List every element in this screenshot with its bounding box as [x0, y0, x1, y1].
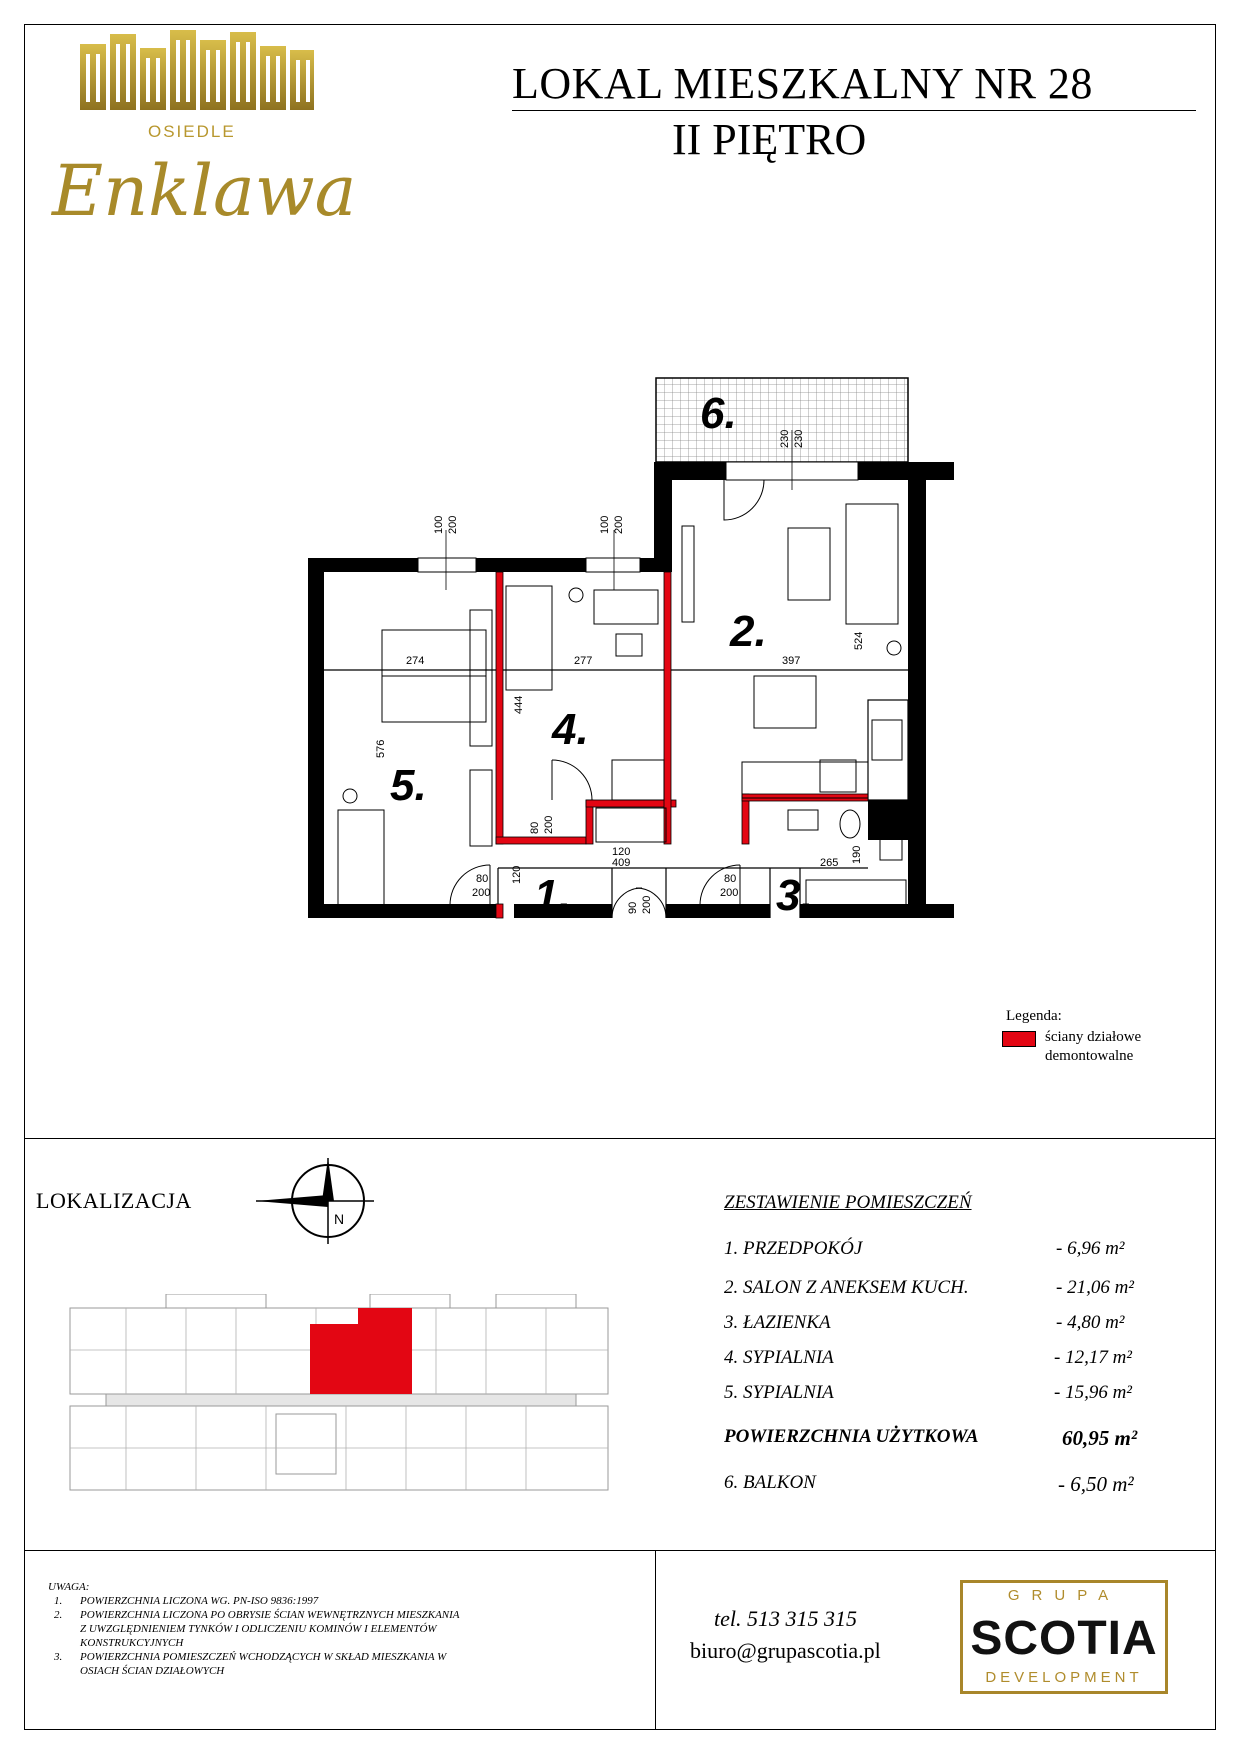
note-line: OSIACH ŚCIAN DZIAŁOWYCH	[80, 1665, 225, 1677]
door-dimension: 80	[724, 873, 737, 885]
table-row	[724, 1347, 1164, 1369]
note-item	[48, 1650, 548, 1678]
door-dimension: 90	[627, 901, 639, 914]
apartment-highlight	[310, 1308, 412, 1394]
balcony	[656, 378, 908, 462]
room-name: 3. ŁAZIENKA	[724, 1312, 831, 1333]
dimension-label: 120	[612, 846, 631, 858]
room-area: - 21,06 m²	[1056, 1277, 1134, 1298]
note-line: KONSTRUKCYJNYCH	[80, 1637, 184, 1649]
note-item	[48, 1608, 548, 1650]
notes-heading: UWAGA:	[48, 1581, 90, 1593]
window-dimension: 100	[433, 515, 445, 534]
section-divider	[24, 1138, 1216, 1139]
logo-bottom-text: DEVELOPMENT	[985, 1669, 1143, 1686]
footer-divider	[655, 1550, 656, 1730]
room-name: 5. SYPIALNIA	[724, 1382, 834, 1403]
notes	[48, 1580, 548, 1678]
room-name: 1. PRZEDPOKÓJ	[724, 1238, 863, 1259]
window-dimension: 100	[599, 515, 611, 534]
room-area: - 12,17 m²	[1054, 1347, 1132, 1368]
dimension-label: 576	[375, 739, 387, 758]
dimension-label: 409	[612, 857, 631, 869]
room-name: 2. SALON Z ANEKSEM KUCH.	[724, 1277, 969, 1298]
balcony-name: 6. BALKON	[724, 1472, 816, 1493]
table-row	[724, 1382, 1164, 1404]
compass-letter: N	[334, 1211, 345, 1227]
dimension-label: 277	[574, 655, 593, 667]
balcony-row	[724, 1472, 1164, 1494]
room-number-3: 3.	[776, 871, 813, 920]
total-value: 60,95 m²	[1062, 1426, 1138, 1450]
table-row	[724, 1238, 1164, 1260]
compass-icon	[250, 1156, 380, 1246]
room-area: - 6,96 m²	[1056, 1238, 1125, 1259]
window-dimension: 230	[779, 429, 791, 448]
room-number-1: 1.	[534, 871, 571, 920]
legend-label	[1045, 1028, 1185, 1066]
door-dimension: 200	[543, 815, 555, 834]
floor-subtitle: II PIĘTRO	[672, 115, 867, 164]
door-dimension: 200	[641, 895, 653, 914]
window-dimension: 200	[447, 515, 459, 534]
legend-label-line: demontowalne	[1045, 1048, 1134, 1064]
note-line: POWIERZCHNIA LICZONA WG. PN-ISO 9836:1997	[80, 1595, 319, 1607]
dimension-label: 274	[406, 655, 425, 667]
room-number-5: 5.	[390, 761, 427, 810]
total-row	[724, 1426, 1164, 1448]
note-number: 2.	[54, 1609, 63, 1621]
note-line: POWIERZCHNIA LICZONA PO OBRYSIE ŚCIAN WEWNĘTRZNYCH MIESZKANIA	[80, 1609, 460, 1621]
dimension-label: 190	[851, 845, 863, 864]
buildings-logo-graphic	[50, 30, 340, 130]
door-dimension: 200	[472, 887, 491, 899]
floor-plan	[300, 370, 960, 950]
dimension-label: 265	[820, 857, 839, 869]
door-dimension: 80	[476, 873, 489, 885]
contact-email[interactable]: biuro@grupascotia.pl	[690, 1638, 881, 1663]
room-name: 4. SYPIALNIA	[724, 1347, 834, 1368]
dimension-label: 444	[513, 695, 525, 714]
door-dimension: 80	[529, 821, 541, 834]
door-dimension: 200	[720, 887, 739, 899]
rooms-table-title: ZESTAWIENIE POMIESZCZEŃ	[724, 1192, 972, 1213]
dimension-label: 120	[511, 865, 523, 884]
location-label: LOKALIZACJA	[36, 1188, 192, 1213]
balcony-area: - 6,50 m²	[1058, 1472, 1134, 1496]
legend-swatch	[1002, 1031, 1036, 1047]
note-line: POWIERZCHNIA POMIESZCZEŃ WCHODZĄCYCH W SKŁAD MIESZKANIA W	[80, 1651, 447, 1663]
contact-phone[interactable]: tel. 513 315 315	[714, 1606, 857, 1631]
dimension-label: 397	[782, 655, 801, 667]
room-area: - 4,80 m²	[1056, 1312, 1125, 1333]
legend-label-line: ściany działowe	[1045, 1029, 1142, 1045]
page-title: LOKAL MIESZKALNY NR 28	[512, 59, 1093, 108]
title-underline	[512, 110, 1196, 111]
room-area: - 15,96 m²	[1054, 1382, 1132, 1403]
logo-top-text: GRUPA	[1007, 1587, 1121, 1604]
note-number: 3.	[54, 1651, 63, 1663]
building-locator-map	[66, 1294, 616, 1494]
window-dimension: 200	[613, 515, 625, 534]
dimension-label: 524	[853, 631, 865, 650]
room-number-2: 2.	[730, 607, 767, 656]
note-line: Z UWZGLĘDNIENIEM TYNKÓW I ODLICZENIU KOMINÓW I ELEMENTÓW	[80, 1623, 437, 1635]
note-item	[48, 1594, 548, 1608]
section-divider	[24, 1550, 1216, 1551]
legend-title: Legenda:	[1006, 1008, 1062, 1024]
window-dimension: 230	[793, 429, 805, 448]
logo-name-text: Enklawa	[52, 150, 357, 232]
room-number-4: 4.	[552, 705, 589, 754]
logo-name-text: SCOTIA	[970, 1612, 1158, 1665]
table-row	[724, 1277, 1164, 1299]
table-row	[724, 1312, 1164, 1334]
room-number-6: 6.	[700, 389, 737, 438]
total-label: POWIERZCHNIA UŻYTKOWA	[724, 1426, 979, 1447]
note-number: 1.	[54, 1595, 63, 1607]
logo-osiedle-text: OSIEDLE	[148, 122, 236, 141]
grupa-scotia-logo	[960, 1580, 1168, 1694]
